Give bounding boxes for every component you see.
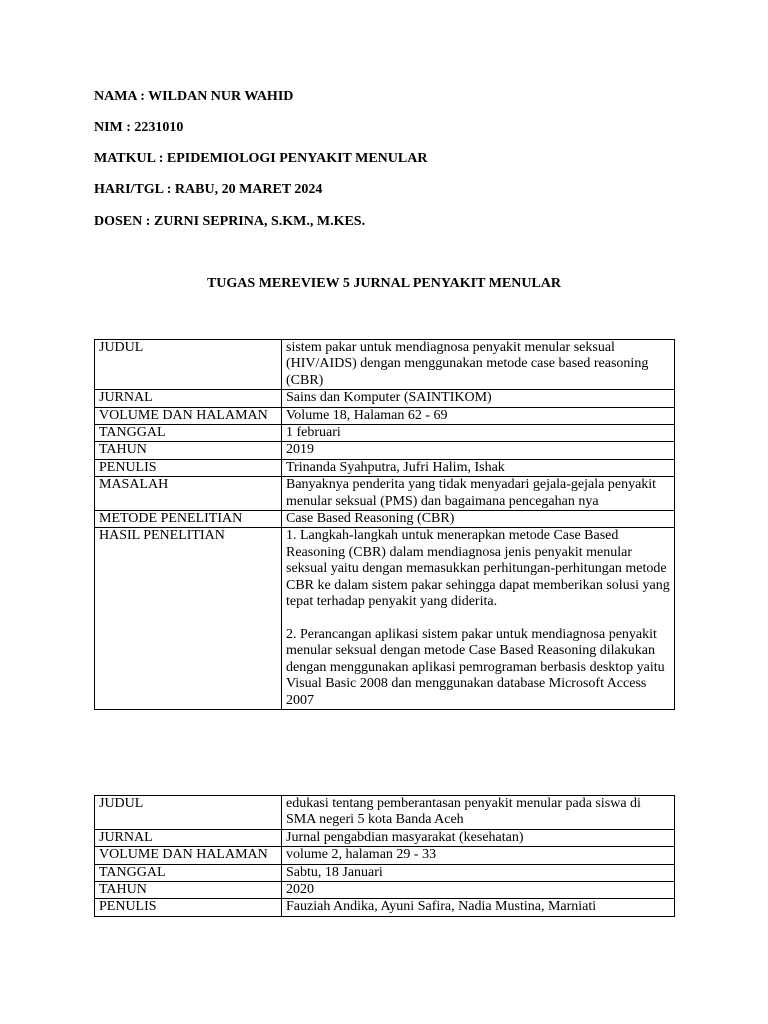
- row-value-penulis: Trinanda Syahputra, Jufri Halim, Ishak: [282, 459, 675, 476]
- row-value-judul: sistem pakar untuk mendiagnosa penyakit menular seksual (HIV/AIDS) dengan menggunakan metode case based reasoning (CBR): [282, 340, 675, 390]
- journal-review-table-1: [94, 339, 675, 710]
- row-label-tanggal: TANGGAL: [95, 864, 282, 881]
- row-value-tanggal: 1 februari: [282, 425, 675, 442]
- table-row: [95, 864, 675, 881]
- row-value-jurnal: Sains dan Komputer (SAINTIKOM): [282, 390, 675, 407]
- row-label-jurnal: JURNAL: [95, 390, 282, 407]
- row-value-masalah: Banyaknya penderita yang tidak menyadari gejala-gejala penyakit menular seksual (PMS) dan bagaimana pencegahan nya: [282, 477, 675, 511]
- student-nim: NIM : 2231010: [94, 120, 184, 135]
- row-label-hasil: HASIL PENELITIAN: [95, 528, 282, 709]
- row-value-tahun: 2019: [282, 442, 675, 459]
- hasil-paragraph-2: 2. Perancangan aplikasi sistem pakar untuk mendiagnosa penyakit menular seksual dengan metode Case Based Reasoning dilakukan dengan menggunakan aplikasi pemrograman berbasis desktop yaitu Visual Basic 2008 dan menggunakan database Microsoft Access 2007: [286, 626, 665, 708]
- row-value-volume: Volume 18, Halaman 62 - 69: [282, 407, 675, 424]
- row-label-tahun: TAHUN: [95, 442, 282, 459]
- table-row: [95, 459, 675, 476]
- table-row: [95, 425, 675, 442]
- row-label-tanggal: TANGGAL: [95, 425, 282, 442]
- row-label-jurnal: JURNAL: [95, 829, 282, 846]
- row-label-penulis: PENULIS: [95, 899, 282, 916]
- row-value-tahun: 2020: [282, 882, 675, 899]
- lecturer-name: DOSEN : ZURNI SEPRINA, S.KM., M.KES.: [94, 214, 366, 229]
- row-label-metode: METODE PENELITIAN: [95, 511, 282, 528]
- row-label-volume: VOLUME DAN HALAMAN: [95, 407, 282, 424]
- row-value-volume: volume 2, halaman 29 - 33: [282, 847, 675, 864]
- row-value-penulis: Fauziah Andika, Ayuni Safira, Nadia Mustina, Marniati: [282, 899, 675, 916]
- table-row: [95, 899, 675, 916]
- table-row: [95, 340, 675, 390]
- row-label-masalah: MASALAH: [95, 477, 282, 511]
- paragraph-gap: [286, 611, 670, 627]
- table-row: [95, 847, 675, 864]
- row-label-tahun: TAHUN: [95, 882, 282, 899]
- row-value-judul: edukasi tentang pemberantasan penyakit menular pada siswa di SMA negeri 5 kota Banda Aceh: [282, 796, 675, 830]
- row-value-metode: Case Based Reasoning (CBR): [282, 511, 675, 528]
- table-row: [95, 882, 675, 899]
- course-name: MATKUL : EPIDEMIOLOGI PENYAKIT MENULAR: [94, 151, 428, 166]
- table-row: [95, 829, 675, 846]
- journal-review-table-2: [94, 795, 675, 917]
- hasil-paragraph-1: 1. Langkah-langkah untuk menerapkan metode Case Based Reasoning (CBR) dalam mendiagnosa jenis penyakit menular seksual yaitu dengan memasukkan perhitungan-perhitungan metode CBR ke dalam sistem pakar sehingga dapat memberikan solusi yang tepat terhadap penyakit yang diderita.: [286, 528, 670, 610]
- table-row: [95, 477, 675, 511]
- table-row: [95, 511, 675, 528]
- assignment-date: HARI/TGL : RABU, 20 MARET 2024: [94, 182, 323, 197]
- table-row: [95, 796, 675, 830]
- row-label-penulis: PENULIS: [95, 459, 282, 476]
- document-title: TUGAS MEREVIEW 5 JURNAL PENYAKIT MENULAR: [206, 276, 562, 291]
- student-name: NAMA : WILDAN NUR WAHID: [94, 89, 294, 104]
- table-row: [95, 528, 675, 709]
- table-row: [95, 390, 675, 407]
- row-label-volume: VOLUME DAN HALAMAN: [95, 847, 282, 864]
- table-row: [95, 407, 675, 424]
- row-label-judul: JUDUL: [95, 340, 282, 390]
- row-label-judul: JUDUL: [95, 796, 282, 830]
- table-row: [95, 442, 675, 459]
- row-value-tanggal: Sabtu, 18 Januari: [282, 864, 675, 881]
- row-value-hasil: [282, 528, 675, 709]
- row-value-jurnal: Jurnal pengabdian masyarakat (kesehatan): [282, 829, 675, 846]
